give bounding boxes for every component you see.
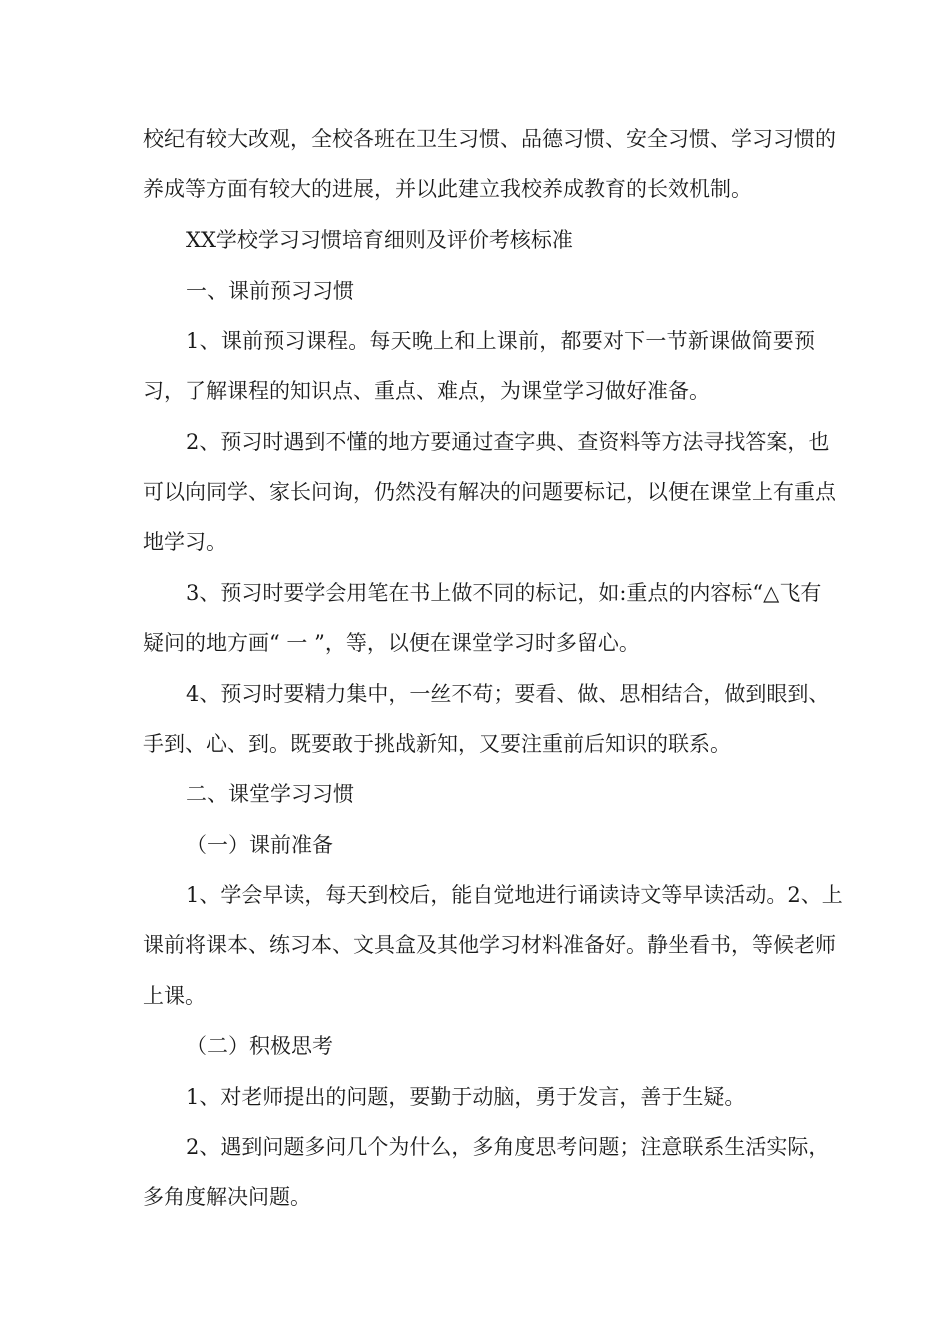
- text-line: 习，了解课程的知识点、重点、难点，为课堂学习做好准备。: [143, 379, 710, 403]
- text-line: 2、预习时遇到不懂的地方要通过查字典、查资料等方法寻找答案，也: [186, 430, 830, 454]
- text-line: 疑问的地方画“ 一 ”，等，以便在课堂学习时多留心。: [143, 631, 640, 655]
- heading-1: 一、课前预习习惯: [186, 279, 354, 303]
- section-title: XX学校学习习惯培育细则及评价考核标准: [186, 228, 573, 252]
- text-line: 4、预习时要精力集中，一丝不苟；要看、做、思相结合，做到眼到、: [186, 682, 830, 706]
- text-line: 校纪有较大改观，全校各班在卫生习惯、品德习惯、安全习惯、学习习惯的: [143, 127, 836, 151]
- text-line: 可以向同学、家长问询，仍然没有解决的问题要标记，以便在课堂上有重点: [143, 480, 836, 504]
- text-line: 1、课前预习课程。每天晚上和上课前，都要对下一节新课做简要预: [186, 329, 815, 353]
- subheading-1: （一）课前准备: [186, 833, 333, 857]
- text-line: 地学习。: [143, 530, 227, 554]
- text-line: 2、遇到问题多问几个为什么，多角度思考问题；注意联系生活实际，: [186, 1135, 830, 1159]
- heading-2: 二、课堂学习习惯: [186, 782, 354, 806]
- text-line: 上课。: [143, 984, 206, 1008]
- text-line: 养成等方面有较大的进展，并以此建立我校养成教育的长效机制。: [143, 177, 752, 201]
- text-line: 1、学会早读，每天到校后，能自觉地进行诵读诗文等早读活动。2、上: [186, 883, 843, 907]
- text-line: 3、预习时要学会用笔在书上做不同的标记，如:重点的内容标“△飞有: [186, 581, 822, 605]
- text-line: 手到、心、到。既要敢于挑战新知，又要注重前后知识的联系。: [143, 732, 731, 756]
- subheading-2: （二）积极思考: [186, 1034, 333, 1058]
- text-line: 1、对老师提出的问题，要勤于动脑，勇于发言，善于生疑。: [186, 1085, 746, 1109]
- text-line: 课前将课本、练习本、文具盒及其他学习材料准备好。静坐看书，等候老师: [143, 933, 836, 957]
- text-line: 多角度解决问题。: [143, 1185, 311, 1209]
